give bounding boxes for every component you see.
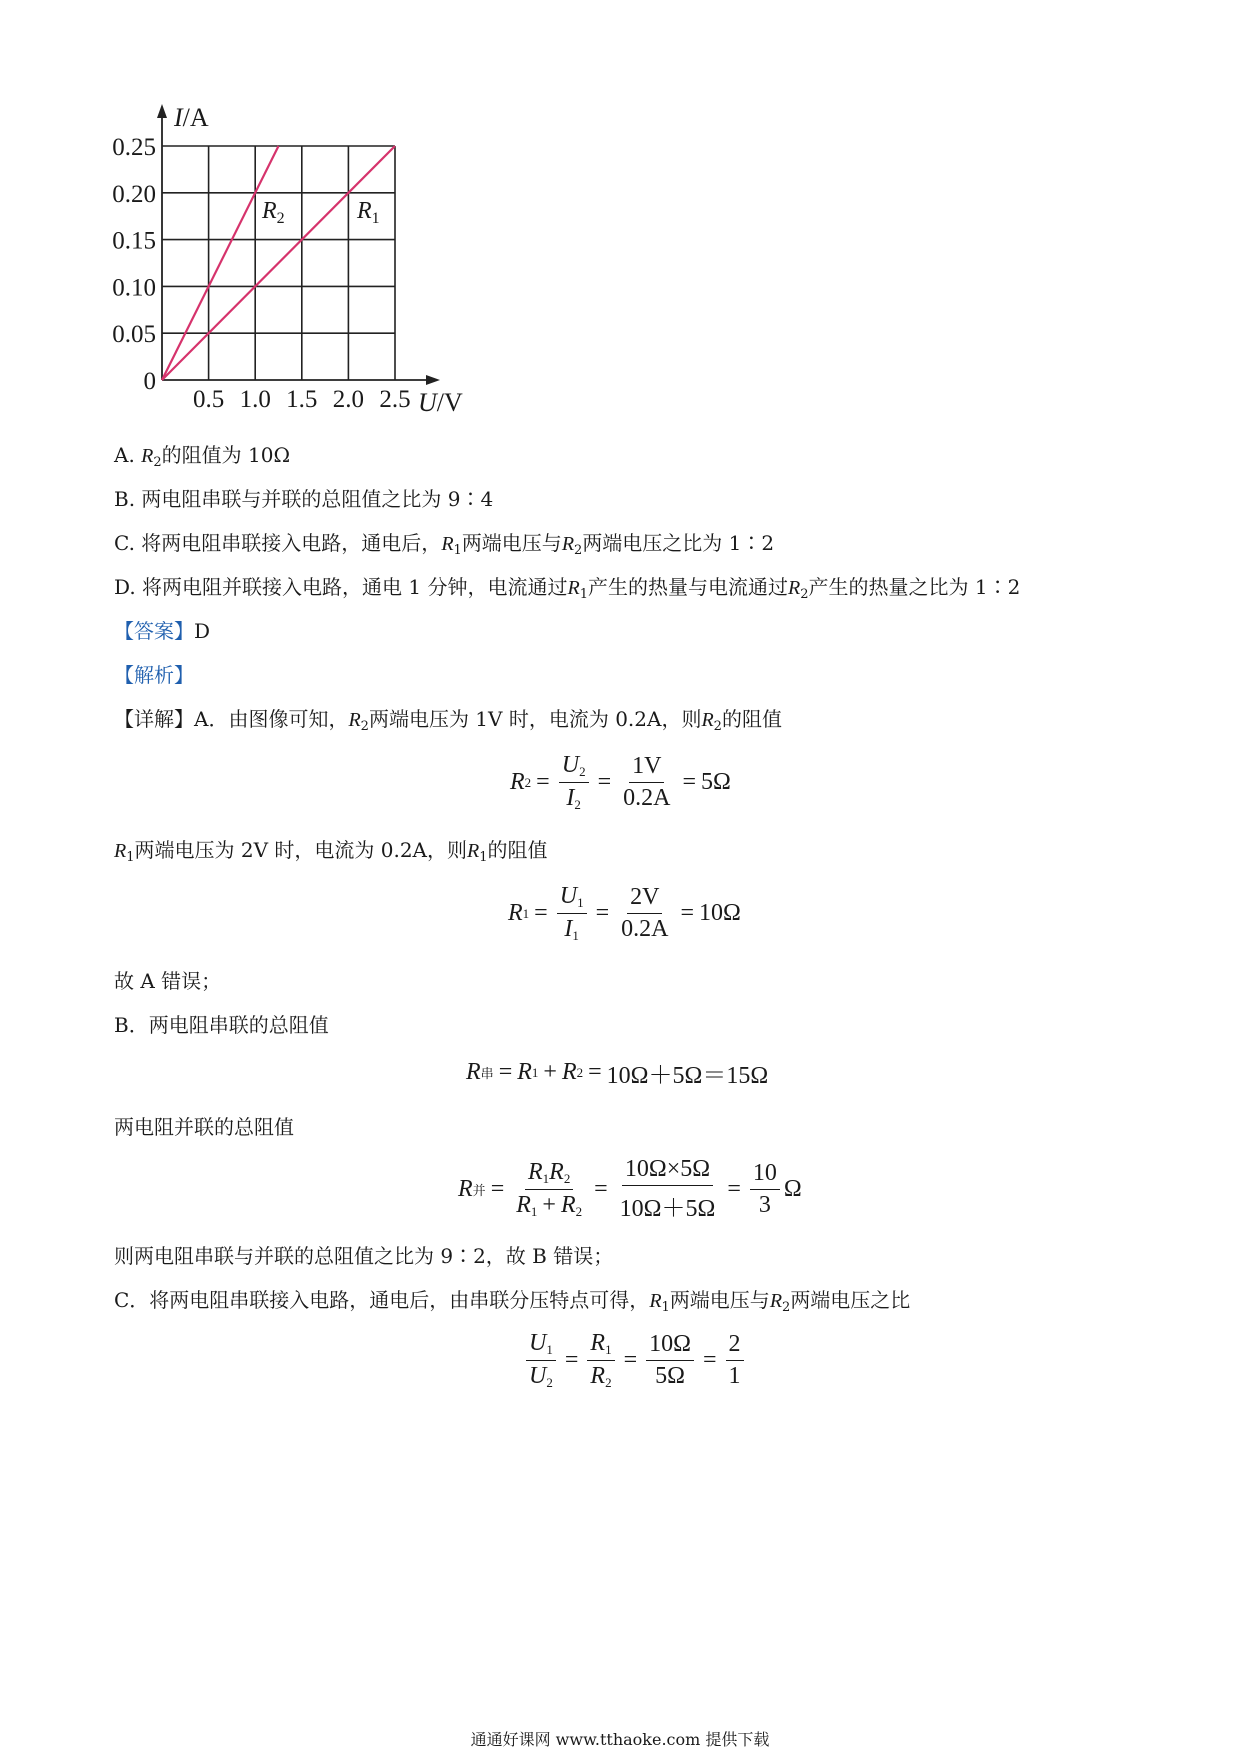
series-line-r2 [162, 146, 279, 380]
page-footer: 通通好课网 www.tthaoke.com 提供下载 [470, 1730, 770, 1749]
answer-tag: 【答案】 [114, 619, 194, 643]
y-tick-label: 0.25 [112, 134, 156, 161]
detail-b-conclusion: 则两电阻串联与并联的总阻值之比为 9∶2，故 B 错误； [114, 1244, 614, 1268]
detail-b-parallel: 两电阻并联的总阻值 [114, 1115, 294, 1139]
answer-value: D [194, 619, 211, 643]
detail-b-intro: B．两电阻串联的总阻值 [114, 1013, 329, 1037]
option-c: C. 将两电阻串联接入电路，通电后，$R_1$两端电压与$R_2$两端电压之比为 1∶2 [114, 531, 775, 558]
option-d: D. 将两电阻并联接入电路，通电 1 分钟，电流通过$R_1$产生的热量与电流通过$R_2$产生的热量之比为 1∶2 [114, 575, 1021, 602]
series-label-r1: $R_1$ [357, 198, 380, 227]
x-tick-label: 0.5 [192, 386, 225, 413]
detail-a-intro: 【详解】A．由图像可知，$R_2$两端电压为 1V 时，电流为 0.2A，则$R_2$的阻值 [114, 707, 782, 734]
equation-parallel: R 并 = $\frac{R_1R_2}{R_1 + R_2}$ = $\frac{10\Omega\times 5\Omega}{10\Omega+5\Omega}$ = $\frac{10}{3}$ Ω [458, 1156, 802, 1222]
series-line-r1 [162, 146, 395, 380]
detail-r1-intro: $R_1$两端电压为 2V 时，电流为 0.2A，则$R_1$的阻值 [114, 838, 548, 865]
x-axis-arrow [426, 375, 440, 385]
equation-ratio: $\frac{U_1}{U_2}$ = $\frac{R_1}{R_2}$ = $\frac{10\Omega}{5\Omega}$ = $\frac{2}{1}$ [522, 1330, 748, 1391]
y-axis-label: I/A [174, 103, 209, 132]
equation-r2: R 2 = $\frac{U_2}{I_2}$ = $\frac{1V}{0.2A}$ = 5Ω [510, 752, 731, 812]
detail-c-intro: C．将两电阻串联接入电路，通电后，由串联分压特点可得，$R_1$两端电压与$R_2$两端电压之比 [114, 1288, 911, 1315]
x-tick-label: 2.5 [379, 386, 411, 413]
origin-label: 0 [143, 368, 156, 395]
detail-a-conclusion: 故 A 错误； [114, 969, 222, 993]
y-tick-label: 0.10 [112, 274, 156, 302]
x-tick-label: 1.0 [239, 386, 271, 413]
chart-labels [112, 103, 463, 417]
x-tick-label: 1.5 [286, 386, 318, 413]
x-tick-label: 2.0 [332, 386, 365, 413]
x-axis-label: U/V [418, 388, 463, 417]
equation-r1: R 1 = $\frac{U_1}{I_1}$ = $\frac{2V}{0.2A}$ = 10Ω [508, 883, 741, 943]
y-tick-label: 0.15 [112, 227, 156, 255]
analysis-tag: 【解析】 [114, 663, 194, 687]
chart-series [162, 146, 395, 380]
option-a: A. $R_2$的阻值为 10Ω [114, 443, 291, 470]
y-tick-label: 0.05 [112, 321, 156, 349]
iu-graph [100, 100, 520, 480]
y-axis-arrow [157, 104, 167, 118]
answer-line [114, 617, 210, 645]
y-tick-label: 0.20 [112, 180, 156, 208]
option-b: B. 两电阻串联与并联的总阻值之比为 9∶4 [114, 487, 494, 511]
equation-series: R 串 = R 1 + R 2 = 10Ω＋5Ω＝15Ω [466, 1059, 769, 1089]
series-label-r2: $R_2$ [262, 198, 285, 227]
